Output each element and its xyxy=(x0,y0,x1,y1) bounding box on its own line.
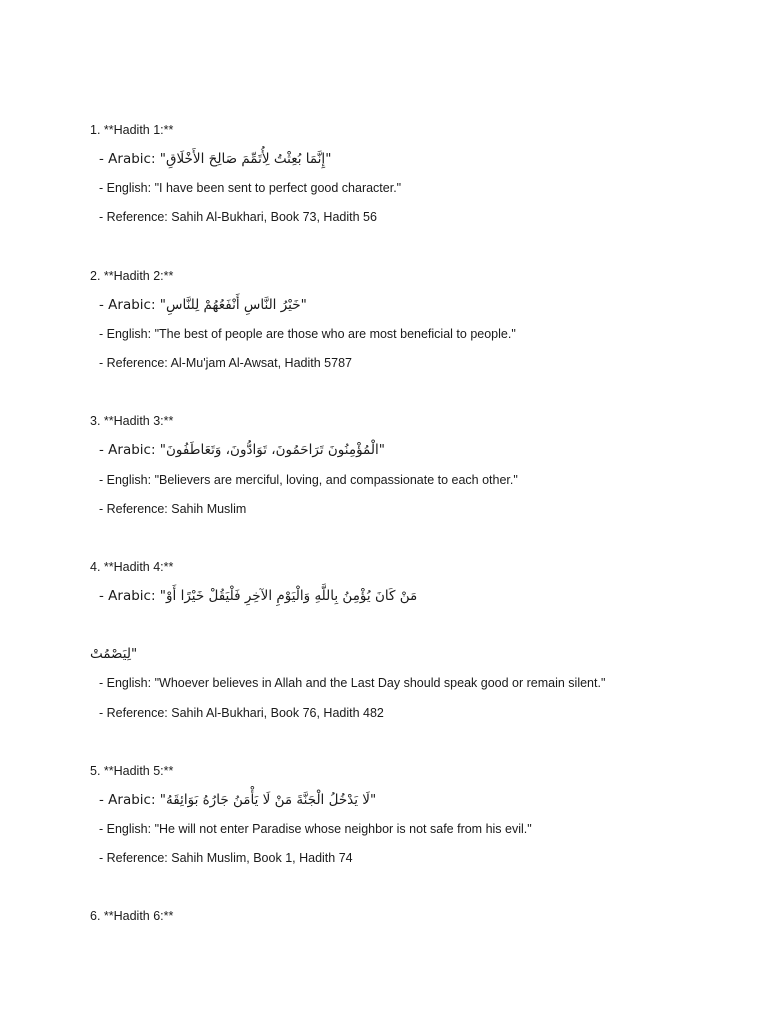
hadith-4-arabic: - Arabic: "مَنْ كَانَ يُؤْمِنُ بِاللَّهِ وَالْيَوْمِ الآخِرِ فَلْيَقُلْ خَيْرًا أَوْ xyxy=(99,588,418,604)
hadith-4-english: - English: "Whoever believes in Allah and the Last Day should speak good or remain silent." xyxy=(99,676,606,690)
hadith-2-heading: 2. **Hadith 2:** xyxy=(90,269,174,283)
hadith-4-heading: 4. **Hadith 4:** xyxy=(90,560,174,574)
hadith-6-heading: 6. **Hadith 6:** xyxy=(90,909,174,923)
hadith-4-reference: - Reference: Sahih Al-Bukhari, Book 76, Hadith 482 xyxy=(99,706,384,720)
hadith-1-english: - English: "I have been sent to perfect good character." xyxy=(99,181,402,195)
hadith-1-reference: - Reference: Sahih Al-Bukhari, Book 73, Hadith 56 xyxy=(99,210,377,224)
hadith-5-reference: - Reference: Sahih Muslim, Book 1, Hadith 74 xyxy=(99,851,353,865)
hadith-5-arabic: - Arabic: "لَا يَدْخُلُ الْجَنَّةَ مَنْ لَا يَأْمَنُ جَارُهُ بَوَائِقَهُ" xyxy=(99,792,377,808)
hadith-2-arabic: - Arabic: "خَيْرُ النَّاسِ أَنْفَعُهُمْ لِلنَّاسِ" xyxy=(99,297,307,313)
hadith-2-reference: - Reference: Al-Mu'jam Al-Awsat, Hadith 5787 xyxy=(99,356,352,370)
hadith-3-heading: 3. **Hadith 3:** xyxy=(90,414,174,428)
hadith-1-arabic: - Arabic: "إِنَّمَا بُعِثْتُ لِأُتَمِّمَ صَالِحَ الأَخْلَاقِ" xyxy=(99,151,332,167)
hadith-2-english: - English: "The best of people are those who are most beneficial to people." xyxy=(99,327,516,341)
hadith-1-heading: 1. **Hadith 1:** xyxy=(90,123,174,137)
hadith-3-reference: - Reference: Sahih Muslim xyxy=(99,502,247,516)
hadith-3-arabic: - Arabic: "الْمُؤْمِنُونَ تَرَاحَمُونَ، تَوَادُّونَ، وَتَعَاطَفُونَ" xyxy=(99,442,385,458)
hadith-5-heading: 5. **Hadith 5:** xyxy=(90,764,174,778)
hadith-3-english: - English: "Believers are merciful, loving, and compassionate to each other." xyxy=(99,473,518,487)
hadith-5-english: - English: "He will not enter Paradise whose neighbor is not safe from his evil." xyxy=(99,822,532,836)
hadith-4-arabic-continuation: لِيَصْمُتْ" xyxy=(90,646,138,662)
